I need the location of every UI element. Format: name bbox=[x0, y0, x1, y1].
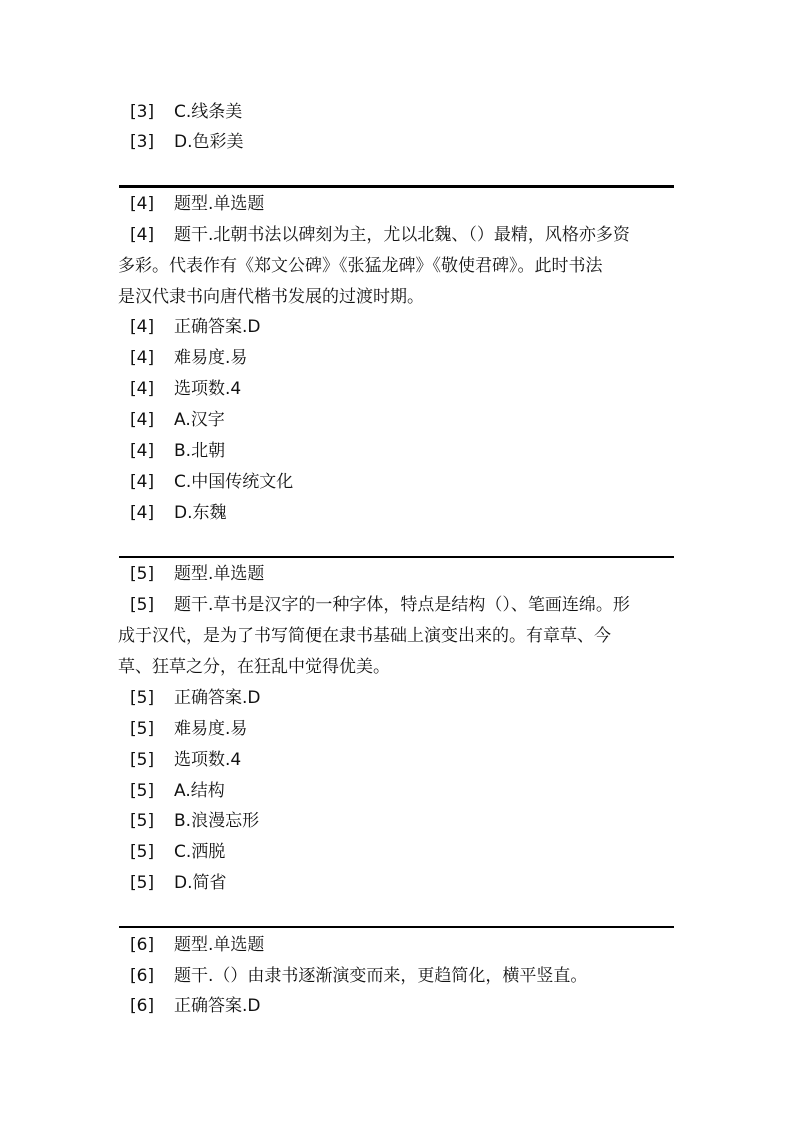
question-stem-line bbox=[0, 220, 793, 251]
question-stem: 题干.草书是汉字的一种字体，特点是结构（）、笔画连绵。形 bbox=[174, 595, 630, 615]
question-stem-continuation: 多彩。代表作有《郑文公碑》《张猛龙碑》《敬使君碑》。此时书法 bbox=[118, 256, 603, 276]
option-text: D.简省 bbox=[174, 873, 227, 893]
question-number: [6] bbox=[130, 935, 155, 955]
question-number: [6] bbox=[130, 966, 155, 986]
option-line bbox=[0, 498, 793, 529]
option-text: D.色彩美 bbox=[174, 132, 244, 152]
question-stem-line bbox=[0, 590, 793, 621]
correct-answer: 正确答案.D bbox=[174, 317, 261, 337]
section-divider bbox=[119, 556, 674, 558]
option-line bbox=[0, 97, 793, 128]
question-number: [3] bbox=[130, 132, 155, 152]
option-line bbox=[0, 868, 793, 899]
question-number: [4] bbox=[130, 225, 155, 245]
question-type-line bbox=[0, 930, 793, 961]
option-line bbox=[0, 837, 793, 868]
question-stem: 题干.北朝书法以碑刻为主，尤以北魏、（）最精，风格亦多资 bbox=[174, 225, 630, 245]
question-number: [4] bbox=[130, 317, 155, 337]
difficulty-line bbox=[0, 343, 793, 374]
question-number: [5] bbox=[130, 688, 155, 708]
option-text: B.浪漫忘形 bbox=[174, 811, 260, 831]
question-number: [5] bbox=[130, 842, 155, 862]
difficulty: 难易度.易 bbox=[174, 348, 248, 368]
question-type: 题型.单选题 bbox=[174, 194, 265, 214]
correct-answer: 正确答案.D bbox=[174, 996, 261, 1016]
question-stem-continuation: 草、狂草之分，在狂乱中觉得优美。 bbox=[118, 657, 390, 677]
question-number: [5] bbox=[130, 564, 155, 584]
question-number: [5] bbox=[130, 873, 155, 893]
answer-line bbox=[0, 683, 793, 714]
option-line bbox=[0, 436, 793, 467]
answer-line bbox=[0, 991, 793, 1022]
option-count: 选项数.4 bbox=[174, 379, 242, 399]
question-type-line bbox=[0, 189, 793, 220]
question-number: [6] bbox=[130, 996, 155, 1016]
question-number: [5] bbox=[130, 719, 155, 739]
option-count: 选项数.4 bbox=[174, 750, 242, 770]
option-text: D.东魏 bbox=[174, 503, 227, 523]
section-divider bbox=[119, 185, 674, 188]
difficulty-line bbox=[0, 714, 793, 745]
question-number: [4] bbox=[130, 194, 155, 214]
option-text: C.线条美 bbox=[174, 102, 243, 122]
question-number: [4] bbox=[130, 379, 155, 399]
question-number: [5] bbox=[130, 595, 155, 615]
answer-line bbox=[0, 312, 793, 343]
question-number: [4] bbox=[130, 472, 155, 492]
question-type: 题型.单选题 bbox=[174, 935, 265, 955]
question-number: [4] bbox=[130, 410, 155, 430]
question-number: [4] bbox=[130, 348, 155, 368]
option-line bbox=[0, 405, 793, 436]
question-stem-line bbox=[0, 961, 793, 992]
option-line bbox=[0, 806, 793, 837]
option-text: B.北朝 bbox=[174, 441, 226, 461]
question-number: [5] bbox=[130, 750, 155, 770]
option-count-line bbox=[0, 374, 793, 405]
question-number: [5] bbox=[130, 811, 155, 831]
option-line bbox=[0, 776, 793, 807]
option-text: C.洒脱 bbox=[174, 842, 226, 862]
option-text: A.汉字 bbox=[174, 410, 225, 430]
question-type: 题型.单选题 bbox=[174, 564, 265, 584]
question-stem-continuation: 是汉代隶书向唐代楷书发展的过渡时期。 bbox=[118, 287, 424, 307]
question-stem-continuation: 成于汉代，是为了书写简便在隶书基础上演变出来的。有章草、今 bbox=[118, 626, 611, 646]
question-stem: 题干.（）由隶书逐渐演变而来，更趋简化，横平竖直。 bbox=[174, 966, 588, 986]
option-line bbox=[0, 127, 793, 158]
difficulty: 难易度.易 bbox=[174, 719, 248, 739]
option-text: C.中国传统文化 bbox=[174, 472, 294, 492]
question-number: [5] bbox=[130, 781, 155, 801]
question-type-line bbox=[0, 559, 793, 590]
option-text: A.结构 bbox=[174, 781, 225, 801]
option-count-line bbox=[0, 745, 793, 776]
question-number: [3] bbox=[130, 102, 155, 122]
question-number: [4] bbox=[130, 503, 155, 523]
question-number: [4] bbox=[130, 441, 155, 461]
option-line bbox=[0, 467, 793, 498]
correct-answer: 正确答案.D bbox=[174, 688, 261, 708]
section-divider bbox=[119, 926, 674, 928]
